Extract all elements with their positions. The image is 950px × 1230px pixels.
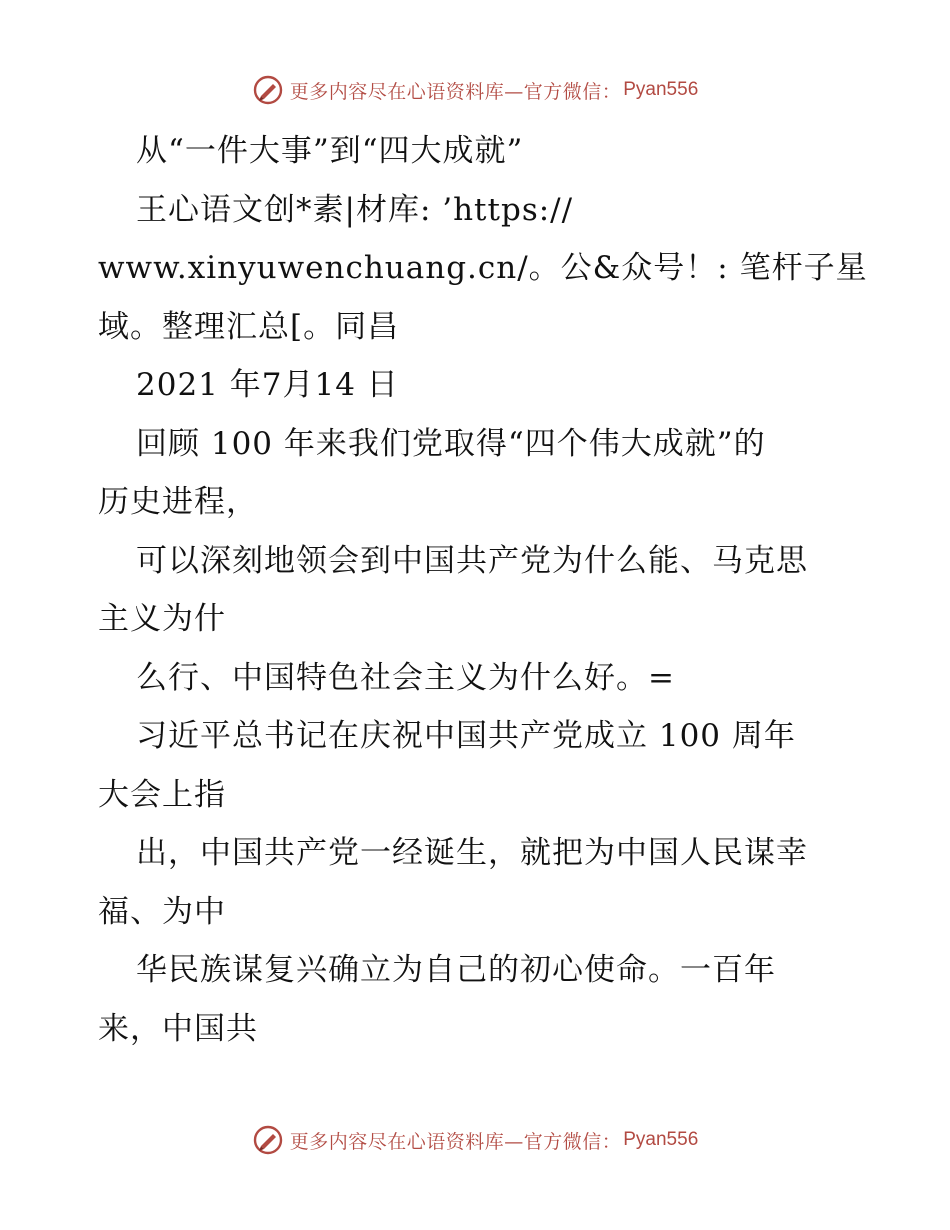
- brush-logo-icon: [252, 1124, 284, 1156]
- doc-line: 大会上指: [98, 776, 226, 813]
- doc-title: 从“一件大事”到“四大成就”: [136, 133, 524, 169]
- doc-line: 域。整理汇总[。同昌: [98, 308, 400, 345]
- doc-line: 历史进程，: [98, 484, 258, 520]
- doc-line: 福、为中: [98, 893, 226, 930]
- document-body: [98, 122, 868, 1058]
- brush-logo-icon: [252, 74, 284, 106]
- footer-banner: [0, 1120, 950, 1160]
- doc-line: 么行、中国特色社会主义为什么好。=: [136, 659, 675, 696]
- doc-line: 来，中国共: [98, 1010, 258, 1047]
- doc-line: 王心语文创*素|材库: ’https://: [136, 191, 574, 228]
- doc-line: 出，中国共产党一经诞生，就把为中国人民谋幸: [136, 835, 808, 871]
- banner-text: 更多内容尽在心语资料库—官方微信：: [289, 80, 622, 103]
- banner-wechat-id: Pyan556: [623, 1129, 699, 1150]
- banner-wechat-id: Pyan556: [623, 79, 699, 100]
- doc-line: 华民族谋复兴确立为自己的初心使命。一百年: [136, 952, 776, 988]
- doc-line: 回顾 100 年来我们党取得“四个伟大成就”的: [136, 425, 766, 462]
- header-banner: [0, 70, 950, 110]
- banner-text: 更多内容尽在心语资料库—官方微信：: [289, 1130, 622, 1153]
- doc-line: www.xinyuwenchuang.cn/。公&众号！: 笔杆子星: [98, 250, 868, 286]
- doc-line: 主义为什: [98, 601, 226, 637]
- doc-line: 可以深刻地领会到中国共产党为什么能、马克思: [136, 542, 808, 579]
- doc-date: 2021 年7月14 日: [136, 367, 399, 403]
- doc-line: 习近平总书记在庆祝中国共产党成立 100 周年: [136, 718, 796, 754]
